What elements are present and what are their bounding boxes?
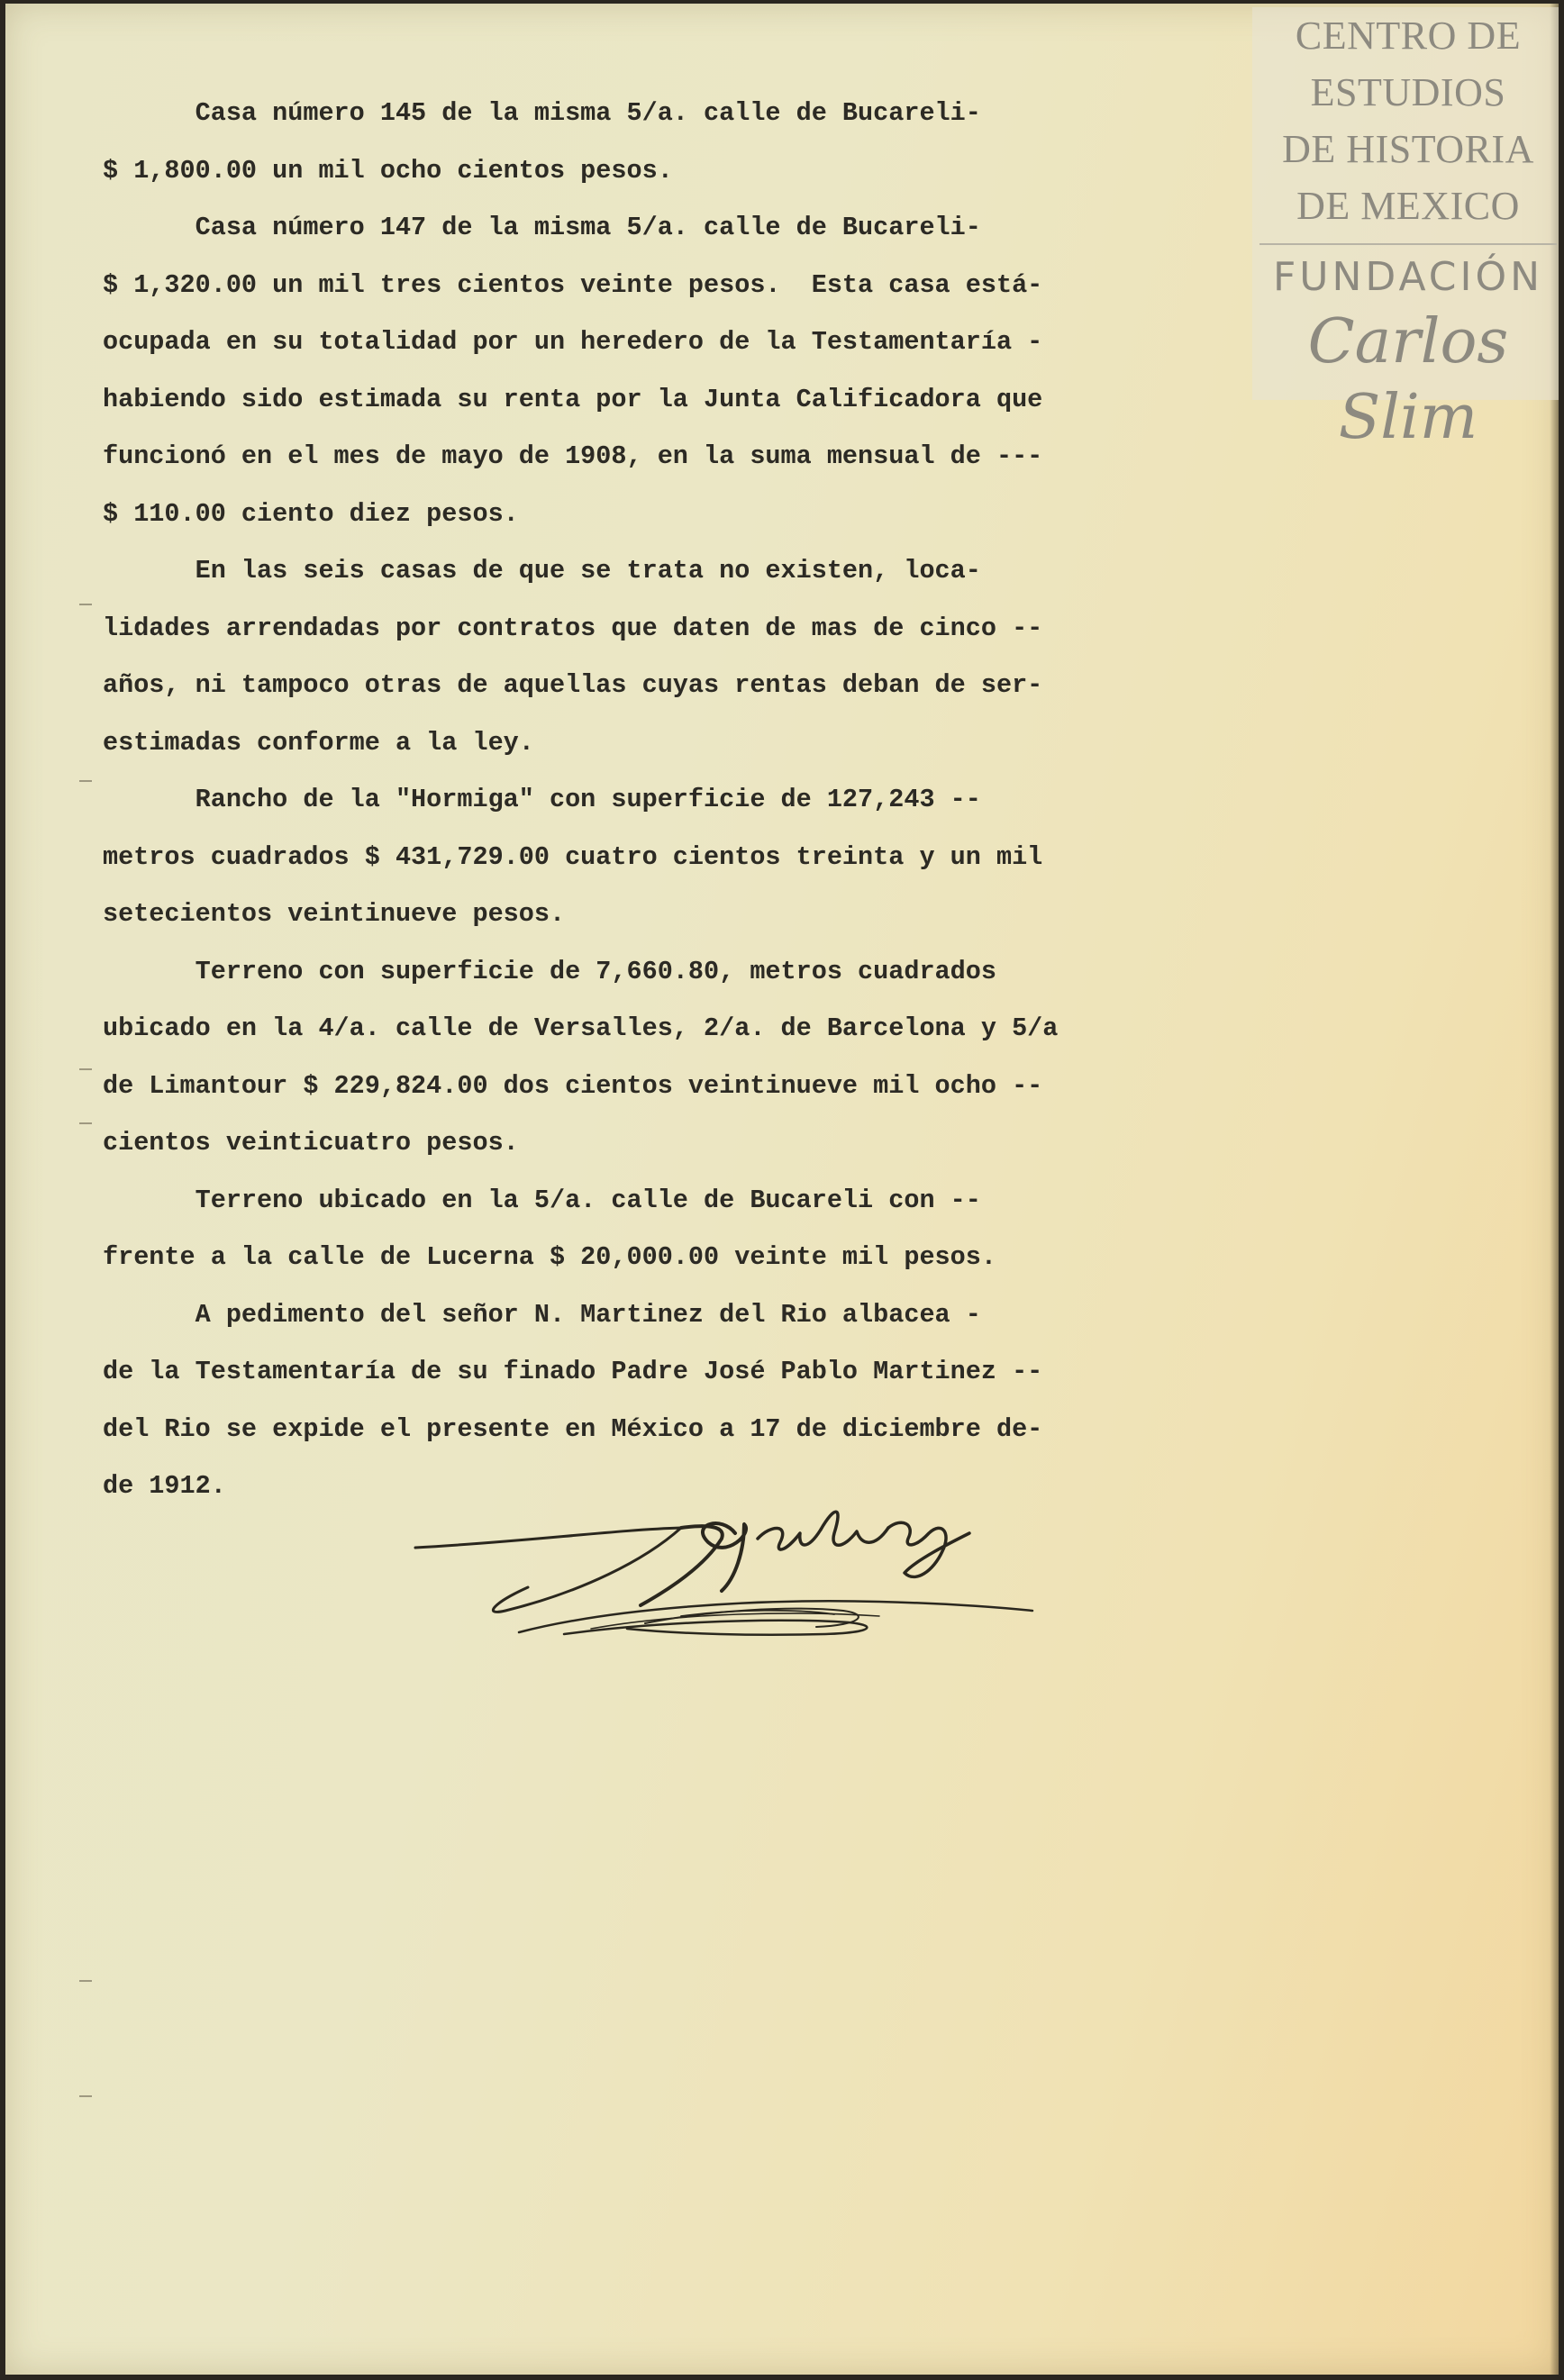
- text-line: del Rio se expide el presente en México a 17 de diciembre de-: [103, 1413, 1043, 1444]
- paragraph: [103, 542, 1193, 771]
- paragraph: [103, 1172, 1193, 1286]
- text-line: lidades arrendadas por contratos que daten de mas de cinco --: [103, 613, 1043, 643]
- watermark-line: ESTUDIOS: [1310, 70, 1506, 114]
- watermark-foundation: FUNDACIÓN: [1272, 254, 1544, 300]
- text-line: ocupada en su totalidad por un heredero de la Testamentaría -: [103, 327, 1043, 357]
- document-body: [103, 85, 1193, 1515]
- text-line: años, ni tampoco otras de aquellas cuyas rentas deban de ser-: [103, 670, 1043, 700]
- paragraph: [103, 771, 1193, 943]
- margin-mark: [79, 1980, 92, 1982]
- text-line: Casa número 145 de la misma 5/a. calle de Bucareli-: [103, 98, 981, 128]
- text-line: ubicado en la 4/a. calle de Versalles, 2/a. de Barcelona y 5/a: [103, 1013, 1059, 1043]
- text-line: metros cuadrados $ 431,729.00 cuatro cientos treinta y un mil: [103, 841, 1043, 872]
- watermark-line: DE HISTORIA: [1282, 127, 1534, 171]
- margin-mark: [79, 1122, 92, 1124]
- text-line: setecientos veintinueve pesos.: [103, 899, 566, 929]
- signature-image: [411, 1497, 1096, 1659]
- document-page: [5, 4, 1559, 2375]
- text-line: habiendo sido estimada su renta por la Junta Calificadora que: [103, 384, 1043, 414]
- text-line: de Limantour $ 229,824.00 dos cientos veintinueve mil ocho --: [103, 1070, 1043, 1101]
- margin-mark: [79, 2095, 92, 2097]
- text-line: de la Testamentaría de su finado Padre José Pablo Martinez --: [103, 1357, 1043, 1386]
- margin-mark: [79, 780, 92, 782]
- text-line: funcionó en el mes de mayo de 1908, en la suma mensual de ---: [103, 441, 1043, 471]
- text-line: Rancho de la "Hormiga" con superficie de 127,243 --: [103, 785, 981, 814]
- text-line: $ 110.00 ciento diez pesos.: [103, 498, 519, 529]
- archive-watermark: [1252, 7, 1559, 453]
- text-line: cientos veinticuatro pesos.: [103, 1128, 519, 1158]
- watermark-name: Carlos Slim: [1307, 306, 1509, 453]
- text-line: En las seis casas de que se trata no existen, loca-: [103, 556, 981, 586]
- paragraph: [103, 199, 1193, 542]
- paragraph: [103, 85, 1193, 199]
- text-line: $ 1,800.00 un mil ocho cientos pesos.: [103, 155, 673, 186]
- text-line: frente a la calle de Lucerna $ 20,000.00 veinte mil pesos.: [103, 1242, 996, 1272]
- text-line: Terreno ubicado en la 5/a. calle de Bucareli con --: [103, 1185, 981, 1215]
- text-line: de 1912.: [103, 1471, 226, 1501]
- text-line: A pedimento del señor N. Martinez del Rio albacea -: [103, 1299, 981, 1330]
- margin-mark: [79, 604, 92, 605]
- text-line: Casa número 147 de la misma 5/a. calle de Bucareli-: [103, 213, 981, 242]
- watermark-line: CENTRO DE: [1295, 14, 1522, 58]
- text-line: estimadas conforme a la ley.: [103, 727, 534, 758]
- text-line: Terreno con superficie de 7,660.80, metros cuadrados: [103, 956, 996, 986]
- watermark-divider: [1259, 243, 1557, 245]
- text-line: $ 1,320.00 un mil tres cientos veinte pesos. Esta casa está-: [103, 269, 1043, 300]
- paragraph: [103, 943, 1193, 1172]
- margin-mark: [79, 1068, 92, 1070]
- watermark-line: DE MEXICO: [1296, 184, 1520, 228]
- paragraph: [103, 1286, 1193, 1515]
